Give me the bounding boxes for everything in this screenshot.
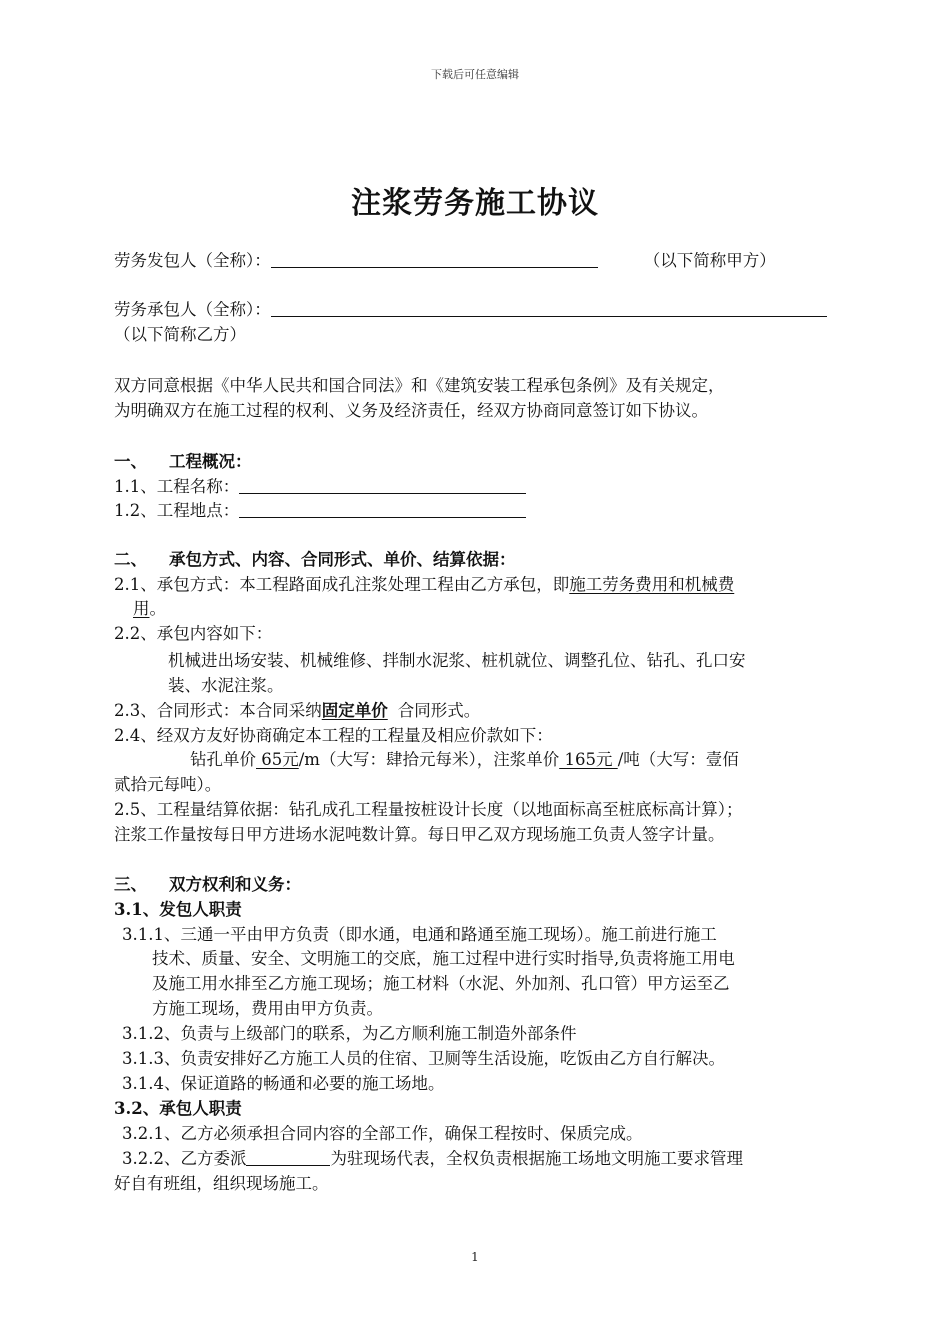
clause-3-2-1: 3.2.1、乙方必须承担合同内容的全部工作，确保工程按时、保质完成。	[122, 1124, 643, 1143]
clause-2-4: 2.4、经双方友好协商确定本工程的工程量及相应价款如下：	[114, 726, 553, 745]
clause-2-2-item-2: 装、水泥注浆。	[168, 676, 284, 695]
clause-3-1-1-line-2: 技术、质量、安全、文明施工的交底，施工过程中进行实时指导,负责将施工用电	[152, 949, 735, 968]
project-location-label: 1.2、工程地点：	[114, 501, 240, 520]
employer-line	[114, 250, 776, 272]
document-title: 注浆劳务施工协议	[351, 186, 599, 221]
clause-3-1-1-line-1: 3.1.1、三通一平由甲方负责（即水通，电通和路通至施工现场）。施工前进行施工	[122, 925, 717, 944]
clause-3-1-heading: 3.1、发包人职责	[114, 900, 242, 919]
project-location-blank[interactable]	[239, 501, 526, 518]
clause-2-5-line-2: 注浆工作量按每日甲方进场水泥吨数计算。每日甲乙双方现场施工负责人签字计量。	[114, 825, 725, 844]
clause-3-1-4: 3.1.4、保证道路的畅通和必要的施工场地。	[122, 1074, 445, 1093]
intro-line-1: 双方同意根据《中华人民共和国合同法》和《建筑安装工程承包条例》及有关规定，	[114, 376, 725, 395]
section-2-heading: 二、 承包方式、内容、合同形式、单价、结算依据：	[114, 550, 516, 569]
clause-3-2-2-line-1: 3.2.2、乙方委派 为驻现场代表，全权负责根据施工场地文明施工要求管理	[122, 1149, 743, 1168]
clause-2-4-cont: 贰拾元每吨）。	[114, 775, 222, 794]
grouting-unit-price: 165元	[559, 750, 618, 769]
page-header-note: 下载后可任意编辑	[431, 68, 519, 81]
site-representative-blank[interactable]	[246, 1149, 330, 1166]
clause-3-1-1-line-4: 方施工现场，费用由甲方负责。	[152, 999, 383, 1018]
clause-2-1: 2.1、承包方式：本工程路面成孔注浆处理工程由乙方承包，即施工劳务费用和机械费	[114, 575, 735, 594]
contract-form-value: 固定单价	[321, 701, 388, 720]
clause-2-1-cont: 用。	[133, 599, 166, 618]
contractor-line	[114, 299, 827, 321]
clause-2-2: 2.2、承包内容如下：	[114, 624, 273, 643]
project-location-line	[114, 500, 526, 522]
clause-2-2-item-1: 机械进出场安装、机械维修、拌制水泥浆、桩机就位、调整孔位、钻孔、孔口安	[168, 651, 746, 670]
drilling-unit-price: 65元	[256, 750, 299, 769]
clause-3-1-2: 3.1.2、负责与上级部门的联系，为乙方顺利施工制造外部条件	[122, 1024, 577, 1043]
clause-3-1-3: 3.1.3、负责安排好乙方施工人员的住宿、卫厕等生活设施，吃饭由乙方自行解决。	[122, 1049, 725, 1068]
clause-2-5-line-1: 2.5、工程量结算依据：钻孔成孔工程量按桩设计长度（以地面标高至桩底标高计算）；	[114, 800, 743, 819]
project-name-line	[114, 476, 526, 498]
intro-line-2: 为明确双方在施工过程的权利、义务及经济责任，经双方协商同意签订如下协议。	[114, 401, 708, 420]
clause-3-2-heading: 3.2、承包人职责	[114, 1099, 242, 1118]
project-name-label: 1.1、工程名称：	[114, 477, 240, 496]
employer-suffix: （以下简称甲方）	[643, 251, 776, 270]
contractor-suffix: （以下简称乙方）	[114, 325, 246, 344]
section-1-heading: 一、 工程概况：	[114, 452, 252, 471]
project-name-blank[interactable]	[239, 477, 526, 494]
clause-2-4-prices: 钻孔单价 65元/m（大写：肆拾元每米），注浆单价 165元 /吨（大写：壹佰	[190, 750, 739, 769]
clause-3-1-1-line-3: 及施工用水排至乙方施工现场；施工材料（水泥、外加剂、孔口管）甲方运至乙	[152, 974, 730, 993]
section-3-heading: 三、 双方权利和义务：	[114, 875, 301, 894]
clause-2-3: 2.3、合同形式：本合同采纳固定单价 合同形式。	[114, 701, 481, 720]
contractor-label: 劳务承包人（全称）：	[114, 300, 271, 319]
employer-label: 劳务发包人（全称）：	[114, 251, 271, 270]
clause-3-2-2-line-2: 好自有班组，组织现场施工。	[114, 1174, 329, 1193]
page-number: 1	[471, 1250, 479, 1264]
contractor-name-blank[interactable]	[271, 300, 827, 317]
employer-name-blank[interactable]	[271, 251, 598, 268]
